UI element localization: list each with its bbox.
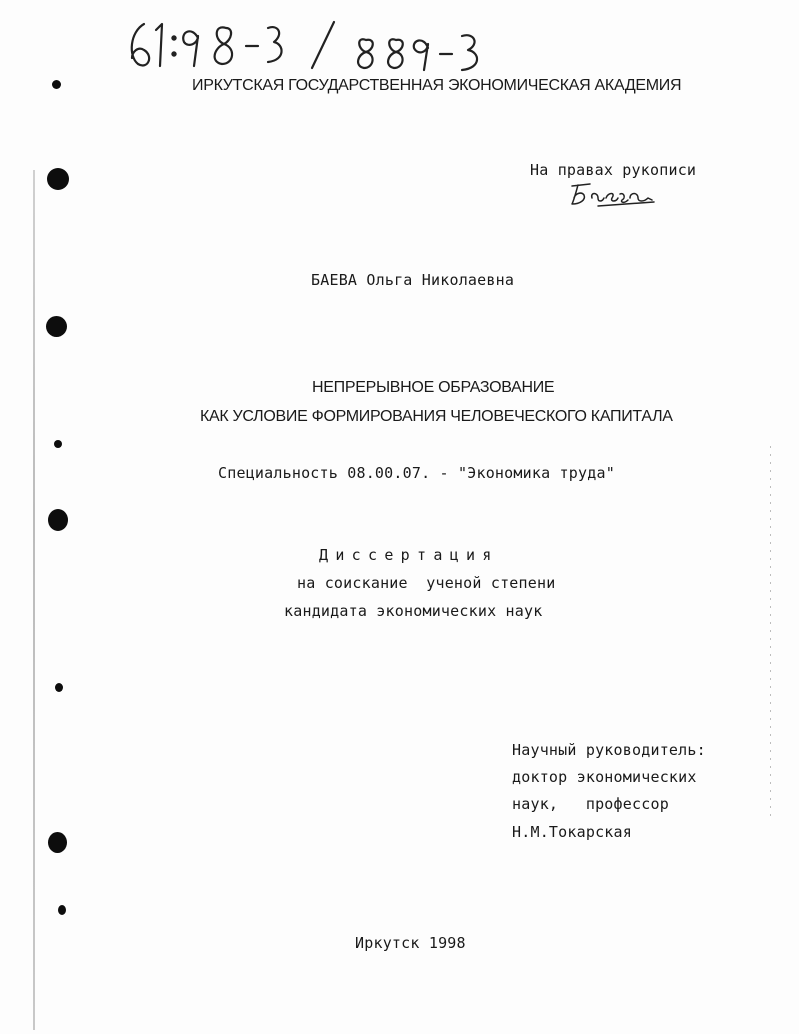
binding-hole: [48, 509, 68, 531]
scan-edge-line: [33, 170, 35, 1030]
title-line-2: КАК УСЛОВИЕ ФОРМИРОВАНИЯ ЧЕЛОВЕЧЕСКОГО КАПИТАЛА: [200, 408, 673, 425]
supervisor-name: Н.М.Токарская: [512, 823, 632, 841]
author-name: БАЕВА Ольга Николаевна: [311, 271, 515, 289]
specialty: Специальность 08.00.07. - "Экономика труда": [218, 464, 615, 482]
binding-mark: [58, 905, 66, 915]
degree-line-2: кандидата экономических наук: [284, 602, 543, 620]
binding-mark: [54, 440, 62, 448]
author-signature: [568, 180, 658, 210]
supervisor-title: наук, профессор: [512, 795, 669, 813]
manuscript-rights: На правах рукописи: [530, 161, 697, 179]
supervisor-label: Научный руководитель:: [512, 741, 706, 759]
binding-mark: [55, 683, 63, 692]
supervisor-degree: доктор экономических: [512, 768, 697, 786]
degree-line-1: на соискание ученой степени: [297, 574, 556, 592]
city-year: Иркутск 1998: [355, 934, 466, 952]
binding-hole: [46, 316, 67, 337]
binding-hole: [48, 832, 67, 853]
document-type: Диссертация: [319, 546, 499, 564]
academy-name: ИРКУТСКАЯ ГОСУДАРСТВЕННАЯ ЭКОНОМИЧЕСКАЯ АКАДЕМИЯ: [192, 77, 682, 94]
binding-hole: [47, 168, 69, 190]
binding-mark: [52, 80, 61, 89]
handwritten-catalog-code: [122, 14, 502, 74]
title-line-1: НЕПРЕРЫВНОЕ ОБРАЗОВАНИЕ: [312, 379, 555, 396]
scan-right-edge: [770, 440, 771, 820]
